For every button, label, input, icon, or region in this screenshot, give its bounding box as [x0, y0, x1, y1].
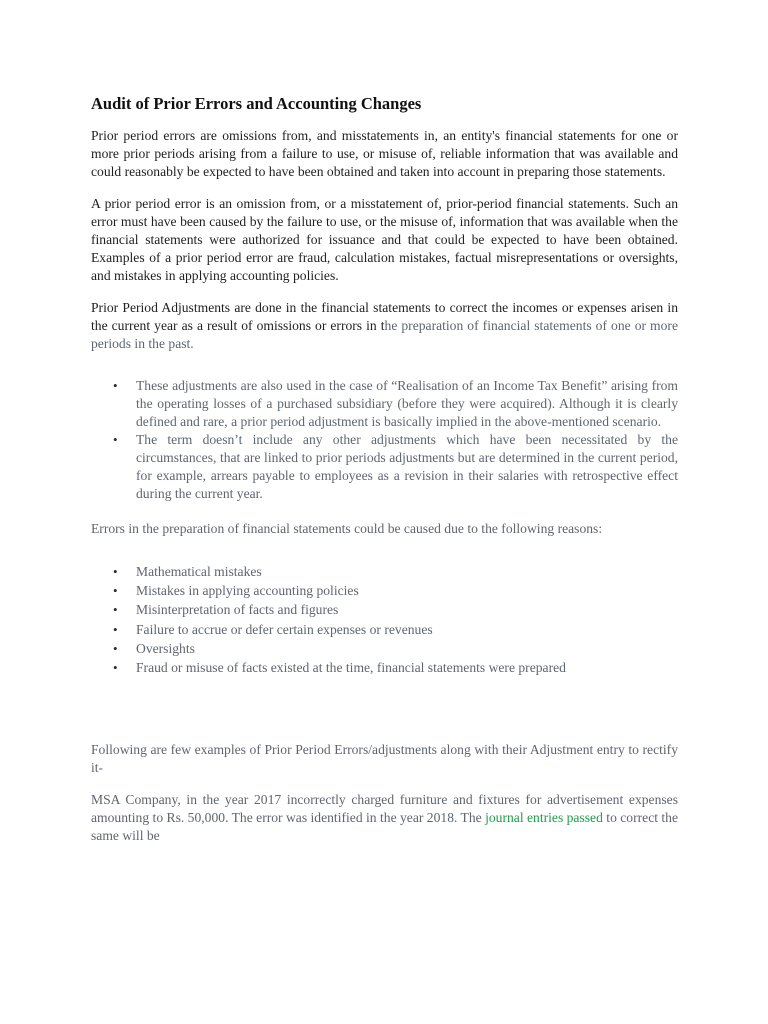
list-item: [91, 377, 678, 431]
page-title: Audit of Prior Errors and Accounting Changes: [91, 94, 422, 113]
list-item-text: Mathematical mistakes: [136, 564, 262, 579]
list-item: [91, 431, 678, 503]
list-item-text: Oversights: [136, 640, 195, 656]
list-item: [91, 639, 678, 658]
msa-example-text: MSA Company, in the year 2017 incorrectly charged furniture and fixtures for advertisement expenses amounting to Rs. 50,000. The error was identified in the year 2018. The: [91, 792, 678, 826]
paragraph-examples-intro: Following are few examples of Prior Period Errors/adjustments along with their Adjustment entry to rectify it-: [91, 742, 678, 776]
bullet-icon: •: [113, 564, 118, 579]
paragraph-errors-intro: Errors in the preparation of financial statements could be caused due to the following reasons:: [91, 521, 603, 536]
bullet-icon: •: [113, 432, 118, 447]
document-page: [91, 94, 678, 859]
list-item: [91, 562, 678, 581]
bullet-icon: •: [113, 660, 118, 676]
adjustments-bullet-list: [91, 377, 678, 503]
paragraph-prior-period-error-examples: A prior period error is an omission from, or a misstatement of, prior-period financial statements. Such an error must have been caused by the failure to use, or the misuse of, information that was available when the financial statements were authorized for issuance and that could be expected to have been obtained. Examples of a prior period error are fraud, calculation mistakes, factual misrepresentations or oversights, and mistakes in applying accounting policies.: [91, 196, 678, 283]
bullet-icon: •: [113, 583, 118, 599]
list-item-text: Failure to accrue or defer certain expenses or revenues: [136, 621, 433, 637]
bullet-icon: •: [113, 602, 118, 618]
msa-example-tail: to correct the same will be: [91, 810, 679, 844]
reasons-bullet-list: [91, 562, 678, 677]
list-item: [91, 600, 678, 619]
bullet-icon: •: [113, 621, 118, 637]
list-item-text: The term doesn’t include any other adjustments which have been necessitated by the circumstances, that are linked to prior periods adjustments but are determined in the current period, for example, arrears payable to employees as a revision in their salaries with retrospective effect during the current year.: [136, 432, 678, 501]
bullet-icon: •: [113, 378, 118, 393]
list-item-text: Misinterpretation of facts and figures: [136, 602, 339, 618]
paragraph-adjustments-dark-text: Prior Period Adjustments are done in the financial statements to correct the incomes or expenses arisen in the current year as a result of omissions or errors in t: [91, 300, 678, 333]
journal-entries-link[interactable]: journal entries passed: [485, 810, 603, 826]
list-item-text: Fraud or misuse of facts existed at the time, financial statements were prepared: [136, 660, 566, 676]
list-item: [91, 658, 678, 677]
list-item-text: Mistakes in applying accounting policies: [136, 583, 359, 599]
paragraph-prior-period-adjustments: [91, 299, 678, 353]
paragraph-adjustments-grey-text: he preparation of financial statements of one or more periods in the past.: [91, 318, 678, 351]
list-item-text: These adjustments are also used in the case of “Realisation of an Income Tax Benefit” arising from the operating losses of a purchased subsidiary (before they were acquired). Although it is clearly defined and rare, a prior period adjustment is basically implied in the above-mentioned scenario.: [136, 378, 678, 429]
paragraph-prior-period-errors-definition: Prior period errors are omissions from, and misstatements in, an entity's financial statements for one or more prior periods arising from a failure to use, or misuse of, reliable information that was available and could reasonably be expected to have been obtained and taken into account in preparing those statements.: [91, 128, 678, 179]
bullet-icon: •: [113, 640, 118, 656]
paragraph-msa-example: [91, 791, 678, 845]
list-item: [91, 581, 678, 600]
list-item: [91, 620, 678, 639]
